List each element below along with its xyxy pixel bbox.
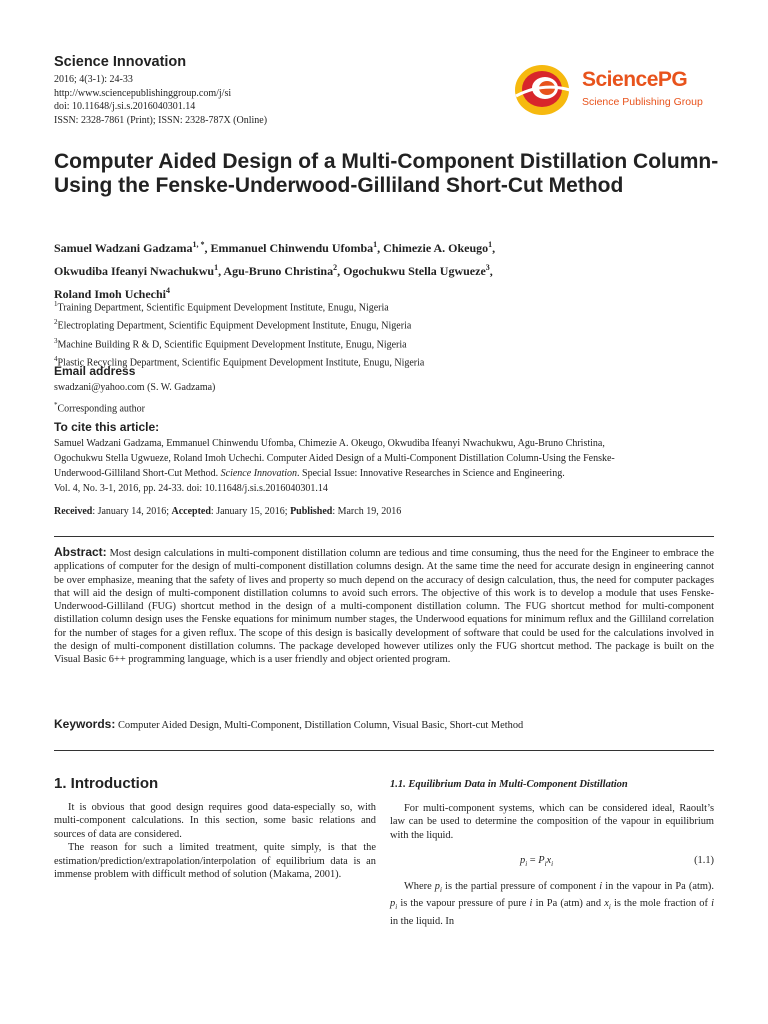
logo-wordmark: SciencePG xyxy=(582,68,688,91)
cite-heading: To cite this article: xyxy=(54,420,160,434)
paragraph: It is obvious that good design requires good data-especially so, with multi-component calculations. In this section, some basic relations and sources of data are considered. xyxy=(54,802,376,840)
logo-subtitle: Science Publishing Group xyxy=(582,96,703,108)
equilibrium-paragraph: For multi-component systems, which can be considered ideal, Raoult’s law can be used to determine the composition of the vapour in equilibrium with the liquid. xyxy=(390,803,714,841)
intro-column xyxy=(54,801,376,881)
section-heading-introduction: 1. Introduction xyxy=(54,775,159,792)
journal-url[interactable]: http://www.sciencepublishinggroup.com/j/si xyxy=(54,87,232,99)
keywords-label: Keywords: xyxy=(54,717,116,731)
sciencepg-logo xyxy=(512,60,712,120)
keywords-bottom-rule xyxy=(54,750,714,751)
article-dates: Received: January 14, 2016; Accepted: January 15, 2016; Published: March 19, 2016 xyxy=(54,506,402,517)
issn-line: ISSN: 2328-7861 (Print); ISSN: 2328-787X (Online) xyxy=(54,114,268,126)
paragraph: The reason for such a limited treatment, quite simply, is that the estimation/prediction/extrapolation/interpolation of equilibrium data is an immense problem with difficult method of solution (Makama, 2001). xyxy=(54,842,376,881)
author: Roland Imoh Uchechi$^4$ xyxy=(54,286,171,301)
author: Chimezie A. Okeugo$^1$ xyxy=(383,240,493,255)
author: Agu-Bruno Christina$^2$ xyxy=(223,263,338,278)
paper-title: Computer Aided Design of a Multi-Component Distillation Column-Using the Fenske-Underwood-Gilliland Short-Cut Method xyxy=(54,150,719,197)
citation-text: Samuel Wadzani Gadzama, Emmanuel Chinwendu Ufomba, Chimezie A. Okeugo, Okwudiba Ifeanyi Nwachukwu, Agu-Bruno Christina, Ogochukwu Stella Ugwueze, Roland Imoh Uchechi. Computer Aided Design of a Multi-Component Distillation Column-Using the Fenske- Underwood-Gilliland Short-Cut Method. Science Innovation. Special Issue: Innovative Researches in Science and Engineering. Vol. 4, No. 3-1, 2016, pp. 24-33. doi: 10.11648/j.si.s.2016040301.14 xyxy=(54,438,615,494)
equation-formula: $p_i = P_ix_i$ xyxy=(520,855,554,869)
affiliation: $^4$Plastic Recycling Department, Scientific Equipment Development Institute, Enugu, Nigeria xyxy=(54,354,425,369)
journal-meta xyxy=(54,73,267,127)
sciencepg-emblem-icon xyxy=(512,60,574,120)
subsection-heading: 1.1. Equilibrium Data in Multi-Component Distillation xyxy=(390,779,628,790)
abstract-text: Most design calculations in multi-component distillation column are tedious and time consuming, thus the need for the Engineer to embrace the applications of computer for the design of multi-component distillation columns design. At the same time the need for accurate design in engineering cannot be over emphasize, meaning that the safety of lives and property so much depend on the accuracy of design calculation, thus, the need for computer packages that will aid the design of multi-component distillation columns to avoid such errors. The objective of this work is to develop a module that uses Fenske-Underwood-Gilliland (FUG) shortcut method in the design of a multi-component distillation column. The FUG shortcut method for multi-component distillation column design uses the Fenske equations for minimum number stages, the Underwood equations for minimum reflux and the Gilliland correlation for the number of stages for a given reflux. The scope of this design is basically development of software that could be used for the calculations involved in the design of multi-component distillation columns. The package developed however utilizes only the FUG shortcut method. The package is built on the Visual Basic 6++ programming language, which is a user friendly and object oriented program. xyxy=(54,548,714,666)
author: Okwudiba Ifeanyi Nwachukwu$^1$ xyxy=(54,263,219,278)
author: Samuel Wadzani Gadzama$^{1, *}$ xyxy=(54,240,205,255)
keywords xyxy=(54,717,714,733)
affiliation: $^1$Training Department, Scientific Equipment Development Institute, Enugu, Nigeria xyxy=(54,300,389,314)
author-list: Samuel Wadzani Gadzama$^{1, *}$, Emmanuel Chinwendu Ufomba$^1$, Chimezie A. Okeugo$^1$, Okwudiba Ifeanyi Nwachukwu$^1$, Agu-Bruno Christina$^2$, Ogochukwu Stella Ugwueze$^3$, Roland Imoh Uchechi$^4$ xyxy=(54,240,496,301)
journal-name: Science Innovation xyxy=(54,54,187,70)
abstract-label: Abstract: xyxy=(54,545,107,559)
issue-line: 2016; 4(3-1): 24-33 xyxy=(54,74,133,85)
author: Emmanuel Chinwendu Ufomba$^1$ xyxy=(210,240,378,255)
affiliations xyxy=(54,297,424,370)
equation-number: (1.1) xyxy=(694,855,714,866)
abstract xyxy=(54,546,714,667)
doi-line: doi: 10.11648/j.si.s.2016040301.14 xyxy=(54,101,196,112)
email-address[interactable]: swadzani@yahoo.com (S. W. Gadzama) xyxy=(54,382,216,393)
affiliation: $^3$Machine Building R & D, Scientific Equipment Development Institute, Enugu, Nigeria xyxy=(54,336,407,350)
abstract-top-rule xyxy=(54,536,714,537)
equation-explanation: Where $p_i$ is the partial pressure of component i in the vapour in Pa (atm). $p_i$ is the vapour pressure of pure i in Pa (atm) and $x_i$ is the mole fraction of i in the liquid. In xyxy=(390,881,715,927)
author: Ogochukwu Stella Ugwueze$^3$ xyxy=(343,263,490,278)
email-heading: Email address xyxy=(54,364,136,378)
keywords-text: Computer Aided Design, Multi-Component, Distillation Column, Visual Basic, Short-cut Method xyxy=(117,720,524,731)
affiliation: $^2$Electroplating Department, Scientific Equipment Development Institute, Enugu, Nigeria xyxy=(54,318,412,332)
corresponding-author-note: *Corresponding author xyxy=(54,401,145,415)
